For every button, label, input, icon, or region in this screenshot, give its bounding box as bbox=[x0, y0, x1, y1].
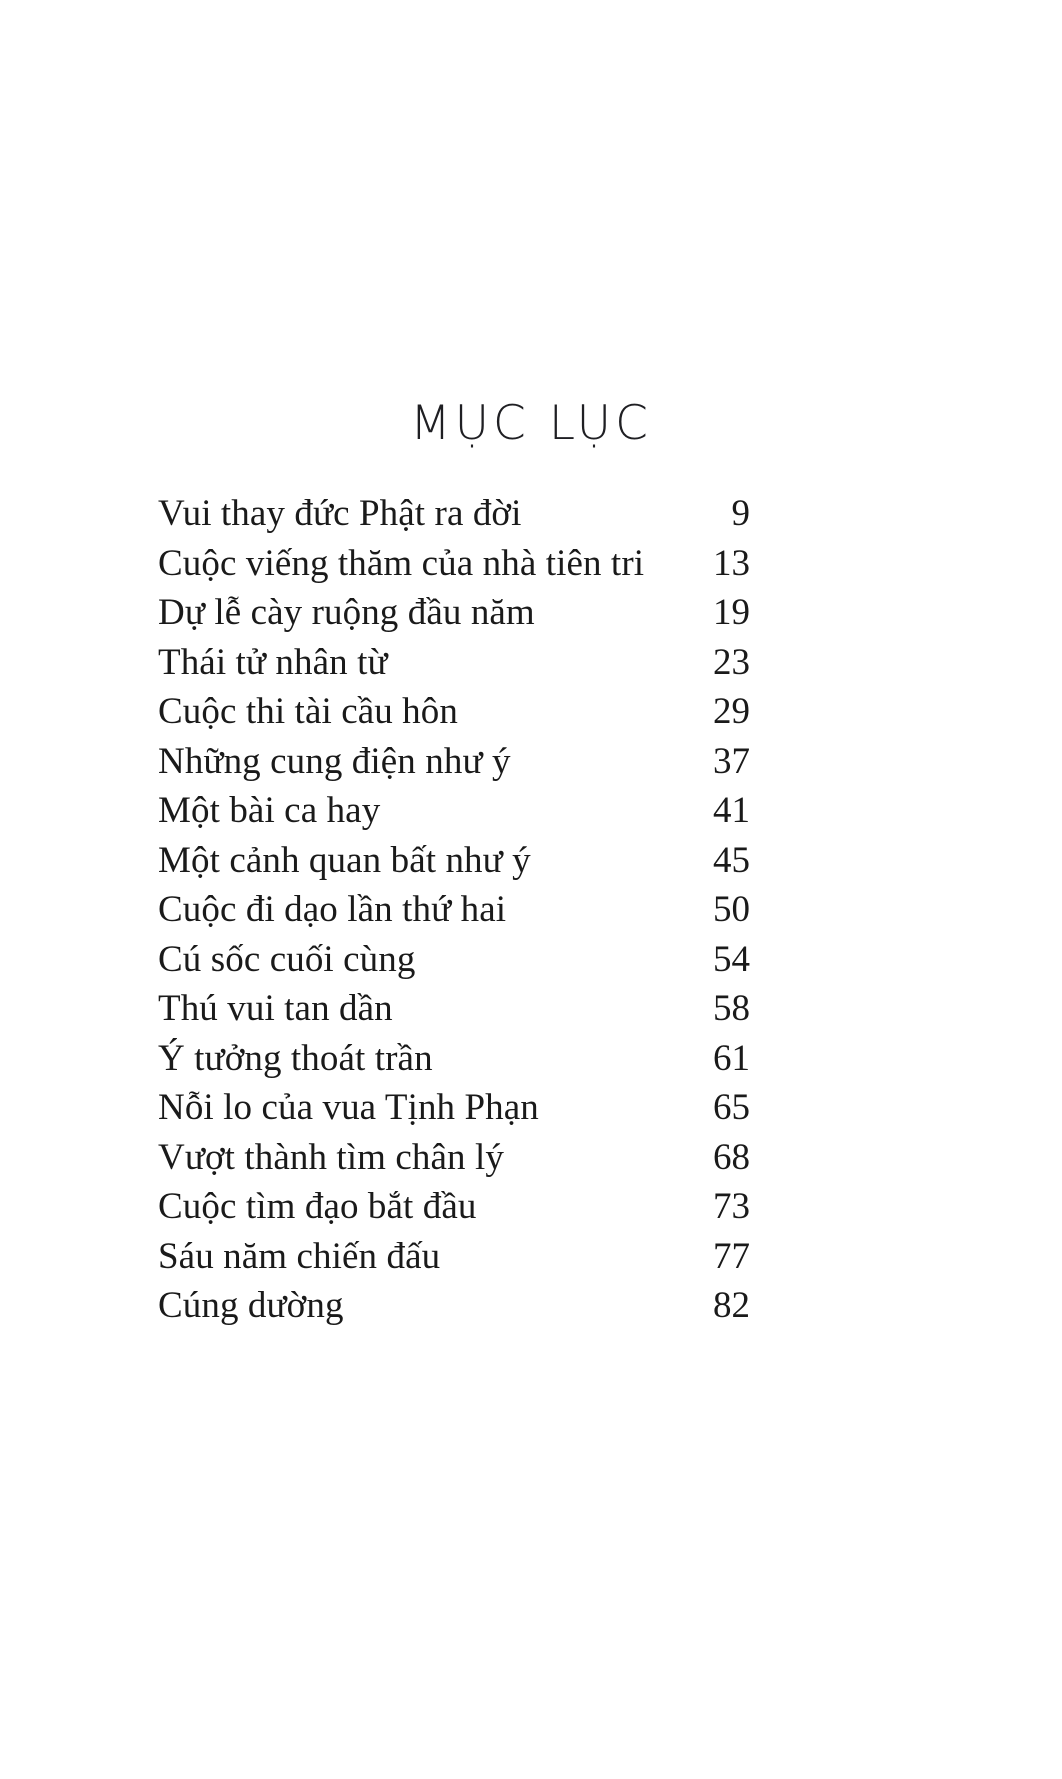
toc-entry-title: Thú vui tan dần bbox=[158, 988, 393, 1029]
toc-entry[interactable] bbox=[158, 786, 750, 836]
toc-entry-page-number: 45 bbox=[713, 839, 750, 881]
toc-entry-page-number: 58 bbox=[713, 988, 750, 1029]
toc-entry-title: Cuộc viếng thăm của nhà tiên tri bbox=[158, 542, 645, 584]
toc-entry[interactable] bbox=[158, 1232, 750, 1282]
toc-entry[interactable] bbox=[158, 885, 750, 935]
toc-entry-page-number: 68 bbox=[713, 1136, 750, 1178]
toc-entry-page-number: 23 bbox=[713, 641, 750, 683]
toc-entry[interactable] bbox=[158, 1083, 750, 1133]
toc-entry-page-number: 82 bbox=[713, 1285, 750, 1326]
toc-entry-title: Những cung điện như ý bbox=[158, 740, 511, 782]
toc-entry[interactable] bbox=[158, 737, 750, 787]
toc-entry-title: Thái tử nhân từ bbox=[158, 641, 388, 683]
toc-entry-title: Dự lễ cày ruộng đầu năm bbox=[158, 592, 535, 633]
toc-entry-title: Cuộc tìm đạo bắt đầu bbox=[158, 1186, 477, 1227]
toc-entry-title: Cúng dường bbox=[158, 1285, 344, 1326]
toc-entry-page-number: 50 bbox=[713, 889, 750, 930]
toc-entry[interactable] bbox=[158, 638, 750, 688]
toc-entry[interactable] bbox=[158, 984, 750, 1034]
toc-entry-page-number: 65 bbox=[713, 1087, 750, 1128]
toc-entry[interactable] bbox=[158, 836, 750, 886]
toc-entry-title: Cuộc thi tài cầu hôn bbox=[158, 691, 458, 732]
toc-entry-title: Vượt thành tìm chân lý bbox=[158, 1136, 504, 1178]
toc-entry[interactable] bbox=[158, 1133, 750, 1183]
toc-entry-title: Nỗi lo của vua Tịnh Phạn bbox=[158, 1087, 539, 1128]
toc-entry-title: Sáu năm chiến đấu bbox=[158, 1235, 441, 1277]
toc-entry-title: Cú sốc cuối cùng bbox=[158, 938, 416, 980]
toc-entry[interactable] bbox=[158, 1034, 750, 1084]
toc-entry-page-number: 37 bbox=[713, 740, 750, 782]
toc-entry-title: Ý tưởng thoát trần bbox=[158, 1037, 433, 1079]
toc-entry-title: Một cảnh quan bất như ý bbox=[158, 839, 531, 881]
toc-entry[interactable] bbox=[158, 489, 750, 539]
toc-entry-page-number: 9 bbox=[731, 493, 750, 534]
page-title: MỤC LỤC bbox=[410, 396, 652, 451]
toc-entry-page-number: 19 bbox=[713, 592, 750, 633]
toc-entry[interactable] bbox=[158, 1281, 750, 1331]
toc-entry-page-number: 41 bbox=[713, 790, 750, 831]
toc-entry-title: Vui thay đức Phật ra đời bbox=[158, 493, 522, 534]
toc-entry[interactable] bbox=[158, 1182, 750, 1232]
toc-entry-list bbox=[158, 489, 750, 1331]
toc-entry[interactable] bbox=[158, 687, 750, 737]
toc-entry-page-number: 54 bbox=[713, 938, 750, 980]
toc-entry[interactable] bbox=[158, 935, 750, 985]
toc-entry-page-number: 13 bbox=[713, 542, 750, 584]
toc-entry-page-number: 77 bbox=[713, 1235, 750, 1277]
toc-entry[interactable] bbox=[158, 539, 750, 589]
toc-entry[interactable] bbox=[158, 588, 750, 638]
toc-entry-page-number: 73 bbox=[713, 1186, 750, 1227]
toc-entry-page-number: 29 bbox=[713, 691, 750, 732]
toc-entry-title: Một bài ca hay bbox=[158, 790, 381, 831]
toc-entry-title: Cuộc đi dạo lần thứ hai bbox=[158, 889, 507, 930]
toc-entry-page-number: 61 bbox=[713, 1037, 750, 1079]
